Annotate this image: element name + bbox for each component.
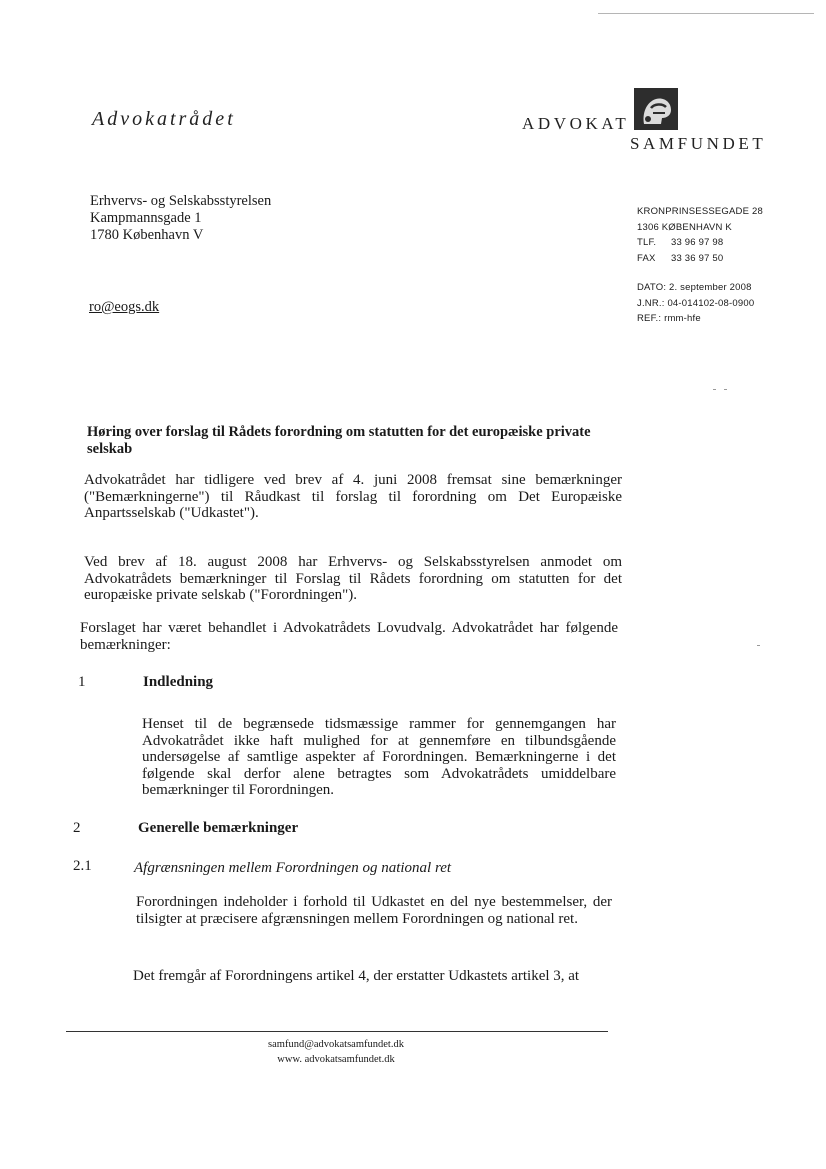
scan-speck — [757, 645, 760, 646]
address-line: KRONPRINSESSEGADE 28 — [637, 206, 763, 217]
section-paragraph: Forordningen indeholder i forhold til Udkastet en del nye bestemmelser, der tilsigter at præcisere afgrænsningen mellem Forordningen og national ret. — [136, 894, 612, 927]
date-row — [637, 280, 763, 296]
recipient-address — [90, 193, 271, 244]
recipient-line: Erhvervs- og Selskabsstyrelsen — [90, 193, 272, 209]
subsection-heading: Afgrænsningen mellem Forordningen og national ret — [134, 860, 452, 876]
section-paragraph: Henset til de begrænsede tidsmæssige rammer for gennemgangen har Advokatrådet ikke haft mulighed for at gennemføre en tilbundsgående undersøgelse af samtlige aspekter af Forordningen. Bemærkningerne i det følgende skal derfor alene betragtes som Advokatrådets umiddelbare bemærkninger til Forordningen. — [142, 716, 616, 798]
date-value: 2. september 2008 — [669, 281, 752, 293]
reference-value: rmm-hfe — [664, 313, 701, 325]
reference-label: REF.: — [637, 313, 662, 325]
footer-divider — [66, 1031, 608, 1032]
phone-row — [637, 235, 763, 251]
case-number-value: 04-014102-08-0900 — [667, 297, 755, 309]
page-footer — [196, 1037, 476, 1067]
phone-number: 33 96 97 98 — [671, 237, 724, 249]
sender-name: Advokatrådet — [92, 108, 236, 130]
reference-row — [637, 311, 763, 327]
section-heading: Indledning — [143, 674, 214, 690]
fax-label: FAX — [637, 253, 656, 265]
logo-text-advokat: ADVOKAT — [522, 114, 630, 133]
footer-email-link[interactable]: samfund@advokatsamfundet.dk — [268, 1039, 404, 1050]
section-paragraph: Det fremgår af Forordningens artikel 4, der erstatter Udkastets artikel 3, at — [133, 968, 580, 984]
scan-speck — [713, 389, 716, 390]
footer-website-link[interactable]: www. advokatsamfundet.dk — [277, 1054, 395, 1065]
section-number: 2 — [73, 820, 81, 836]
fax-number: 33 36 97 50 — [671, 253, 724, 265]
subsection-number: 2.1 — [73, 858, 92, 874]
body-paragraph: Advokatrådet har tidligere ved brev af 4. juni 2008 fremsat sine bemærkninger ("Bemærkningerne") til Råudkast til forslag til forordning om Det Europæiske Anpartsselskab ("Udkastet"). — [84, 472, 622, 521]
scan-edge-line — [598, 13, 814, 14]
knight-helmet-emblem-icon — [634, 88, 678, 130]
phone-label: TLF. — [637, 237, 657, 249]
section-number: 1 — [78, 674, 86, 690]
sender-contact-block — [637, 204, 763, 327]
section-heading: Generelle bemærkninger — [138, 820, 299, 836]
body-paragraph: Ved brev af 18. august 2008 har Erhvervs- og Selskabsstyrelsen anmodet om Advokatrådets bemærkninger til Forslag til Rådets forordning om statutten for det europæiske private selskab ("Forordningen"). — [84, 554, 622, 603]
logo-text-samfundet: SAMFUNDET — [630, 134, 767, 153]
address-line: 1306 KØBENHAVN K — [637, 221, 732, 233]
date-label: DATO: — [637, 281, 667, 293]
recipient-line: Kampmannsgade 1 — [90, 210, 202, 226]
case-number-label: J.NR.: — [637, 297, 665, 309]
body-paragraph: Forslaget har været behandlet i Advokatrådets Lovudvalg. Advokatrådet har følgende bemærkninger: — [80, 620, 618, 653]
scan-speck — [724, 389, 727, 390]
fax-row — [637, 251, 763, 267]
letter-subject: Høring over forslag til Rådets forordning om statutten for det europæiske private selskab — [87, 424, 591, 457]
recipient-email-link[interactable]: ro@eogs.dk — [89, 299, 160, 315]
case-number-row — [637, 296, 763, 312]
recipient-line: 1780 København V — [90, 227, 204, 243]
